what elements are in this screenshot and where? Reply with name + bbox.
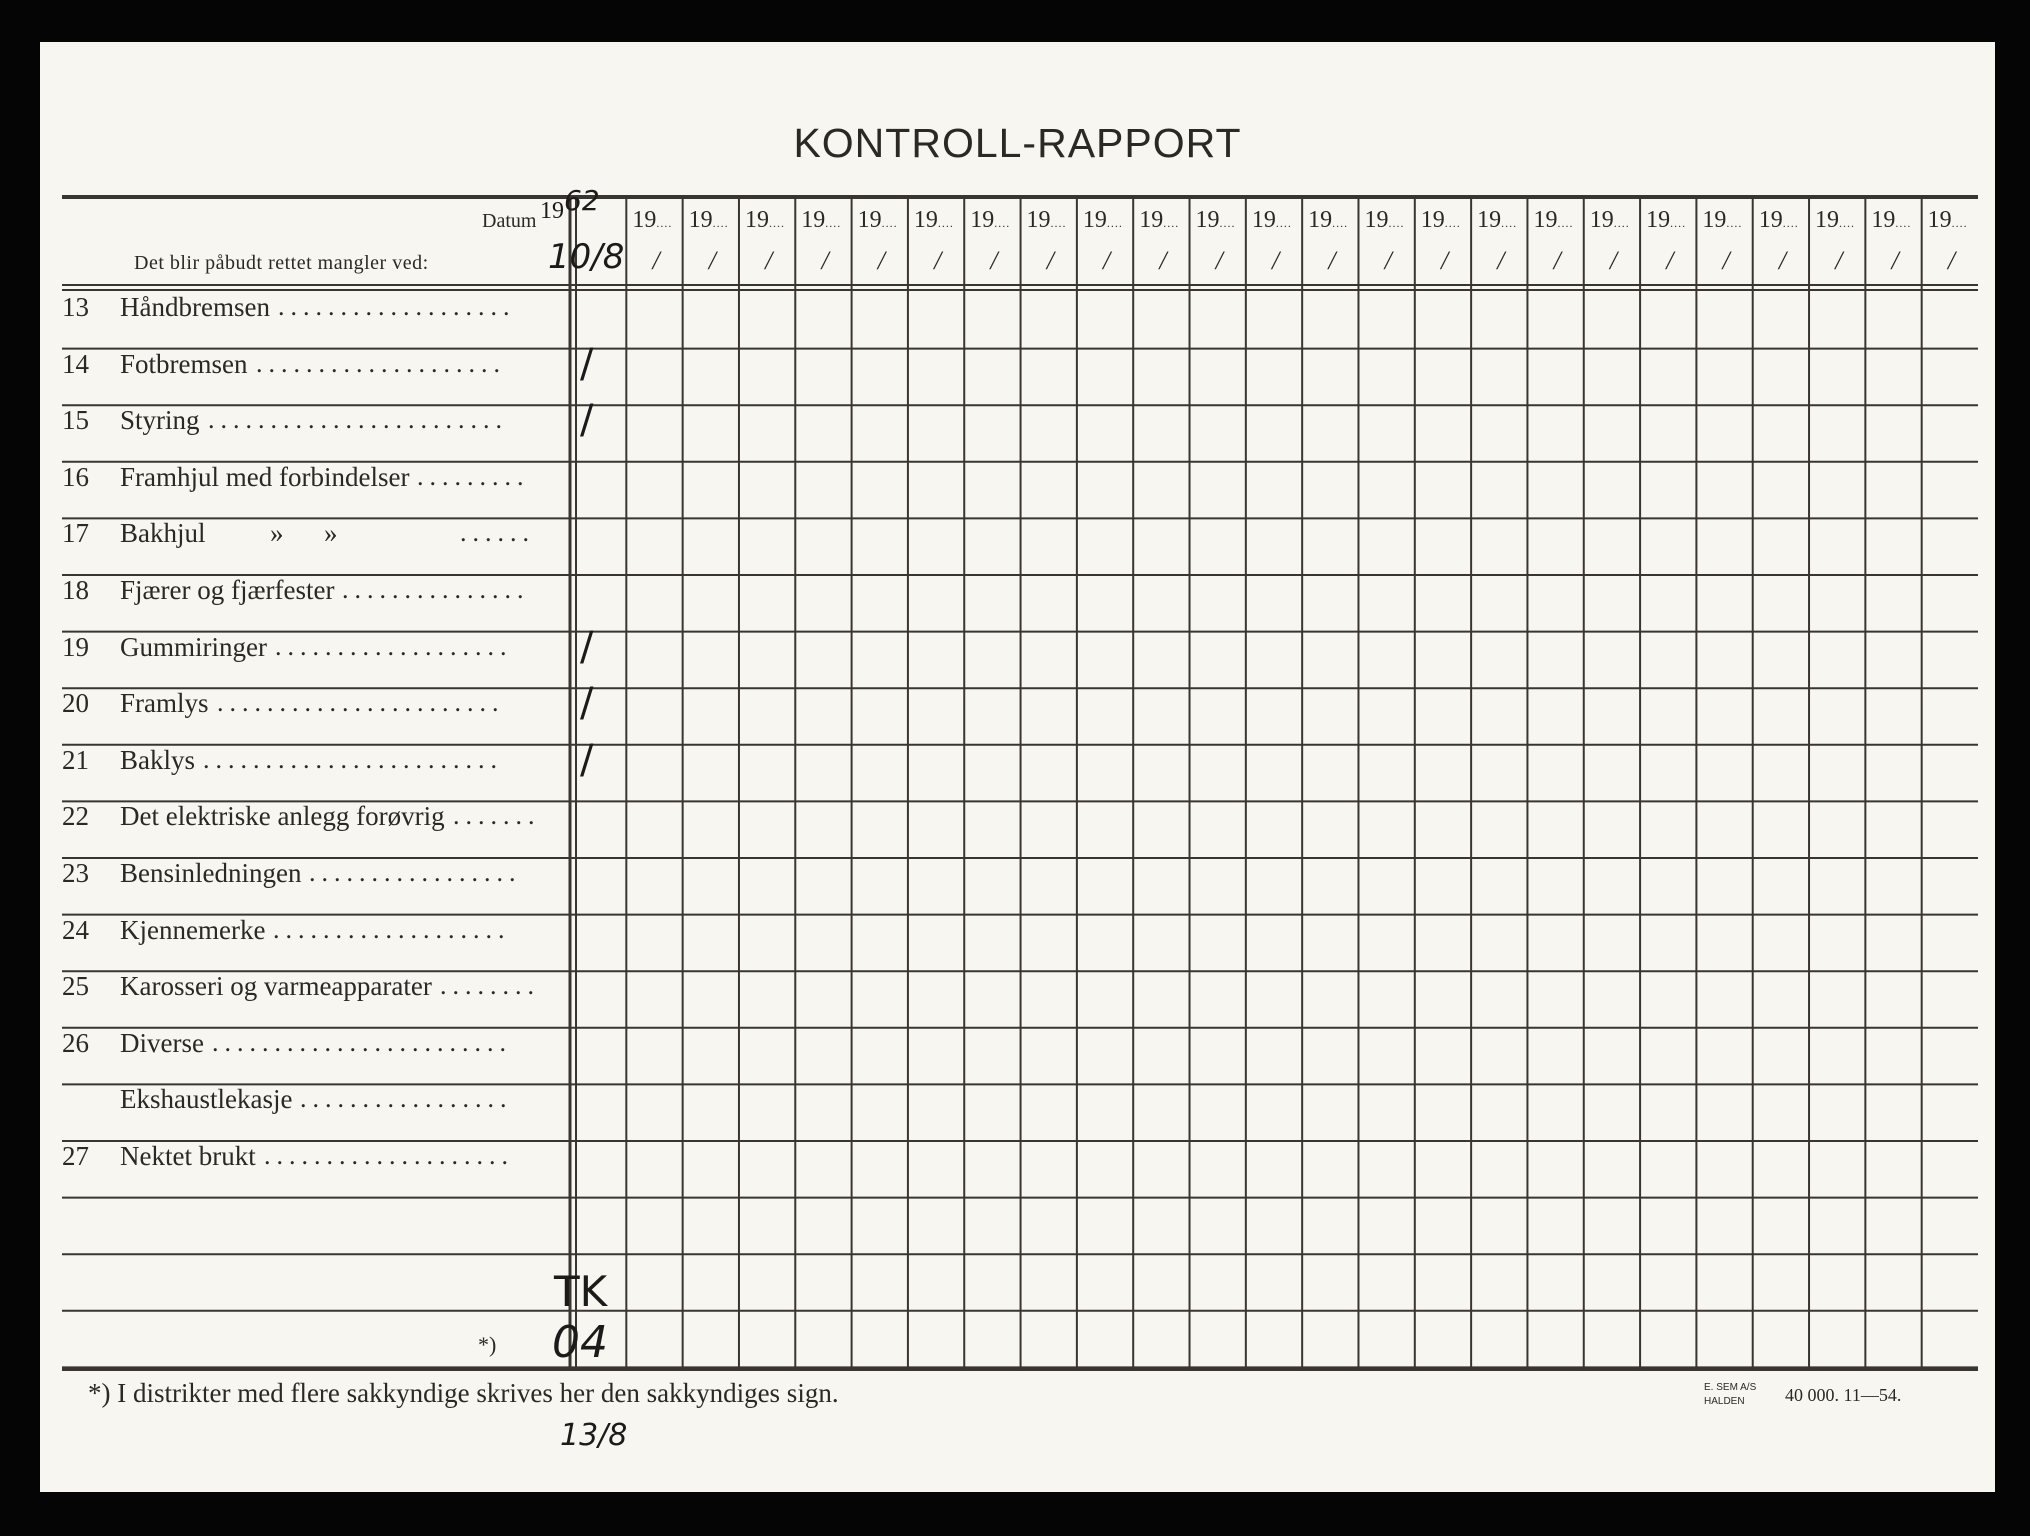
date-separator: /	[1609, 246, 1618, 275]
handwritten-signature-line2: 04	[552, 1317, 608, 1368]
leader-dots: .......................	[217, 688, 505, 718]
check-mark: /	[580, 680, 594, 727]
footnote: *) I distrikter med flere sakkyndige skrives her den sakkyndiges sign.	[88, 1378, 839, 1408]
date-separator: /	[708, 246, 717, 275]
row-number: 23	[62, 858, 89, 888]
check-mark: /	[580, 397, 594, 444]
year-stub: 19....	[1927, 207, 1968, 233]
leader-dots: ...................	[275, 631, 513, 661]
row-number: 17	[62, 518, 89, 549]
check-mark: /	[580, 340, 594, 387]
date-separator: /	[765, 246, 773, 275]
row-number: 21	[62, 744, 89, 775]
form-title: KONTROLL-RAPPORT	[793, 120, 1242, 166]
date-separator: /	[1328, 246, 1336, 275]
handwritten-date: 10/8	[548, 237, 625, 277]
date-separator: /	[1722, 246, 1730, 275]
leader-dots: ...............	[342, 575, 530, 604]
year-stub: 19....	[1195, 207, 1236, 233]
date-separator: /	[1947, 246, 1956, 275]
date-separator: /	[821, 246, 829, 275]
row-number: 25	[62, 971, 89, 1002]
handwritten-below: 13/8	[560, 1418, 628, 1453]
row-label: Diverse	[120, 1027, 204, 1058]
year-stub: 19....	[970, 207, 1011, 233]
row-label: Bensinledningen	[120, 858, 302, 888]
row-label: Baklys	[120, 744, 196, 775]
leader-dots: ...................	[273, 914, 511, 944]
date-separator: /	[1497, 246, 1505, 275]
year-stub: 19....	[688, 207, 729, 233]
leader-dots: ........................	[208, 405, 508, 435]
row-number: 24	[62, 914, 89, 945]
row-number: 15	[62, 405, 89, 436]
year-stub: 19....	[801, 207, 842, 233]
date-separator: /	[877, 246, 885, 275]
row-number: 18	[62, 575, 89, 605]
year-stub: 19....	[1702, 207, 1743, 233]
handwritten-year: 1962	[540, 184, 600, 224]
row-label: Bakhjul	[120, 518, 206, 549]
row-number: 13	[62, 292, 89, 322]
check-mark: /	[580, 736, 594, 783]
year-stub: 19....	[1815, 207, 1856, 233]
row-number: 27	[62, 1141, 89, 1171]
leader-dots: .................	[309, 858, 522, 887]
row-number: 19	[62, 631, 89, 662]
date-separator: /	[1159, 246, 1167, 275]
leader-dots: ........	[440, 971, 540, 1001]
leader-dots: ......	[460, 518, 535, 548]
date-separator: /	[934, 246, 942, 275]
row-label: Fjærer og fjærfester	[120, 575, 335, 605]
year-stub: 19....	[1364, 207, 1405, 233]
row-label: Nektet brukt	[120, 1141, 256, 1171]
year-stub: 19....	[1139, 207, 1180, 233]
signature-marker: *)	[478, 1332, 497, 1357]
row-number: 22	[62, 801, 89, 832]
handwritten-signature-line1: TK	[554, 1267, 608, 1316]
print-info: 40 000. 11—54.	[1785, 1385, 1902, 1405]
date-separator: /	[1384, 246, 1392, 275]
year-stub: 19....	[1758, 207, 1799, 233]
row-label: Ekshaustlekasje	[120, 1084, 293, 1115]
row-label: Gummiringer	[120, 631, 267, 662]
date-separator: /	[1215, 246, 1223, 275]
printer-name: E. SEM A/S	[1704, 1382, 1757, 1393]
printer-place: HALDEN	[1704, 1396, 1745, 1407]
leader-dots: ...................	[278, 292, 516, 321]
year-stub: 19....	[1308, 207, 1349, 233]
row-label: Framlys	[120, 688, 209, 719]
row-label: Håndbremsen	[120, 292, 270, 322]
datum-label: Datum	[482, 210, 537, 232]
date-separator: /	[1103, 246, 1111, 275]
leader-dots: ....................	[264, 1141, 514, 1170]
row-label: Styring	[120, 405, 200, 436]
leader-dots: .........	[417, 461, 530, 491]
leader-dots: ....................	[256, 348, 506, 378]
date-separator: /	[1046, 246, 1054, 275]
year-stub: 19....	[744, 207, 785, 233]
year-stub: 19....	[1477, 207, 1518, 233]
date-separator: /	[1553, 246, 1561, 275]
date-separator: /	[1835, 246, 1843, 275]
date-separator: /	[1666, 246, 1674, 275]
leader-dots: ........................	[212, 1027, 512, 1057]
inspection-card	[40, 42, 1995, 1492]
year-stub: 19....	[857, 207, 898, 233]
year-stub: 19....	[913, 207, 954, 233]
date-separator: /	[990, 246, 998, 275]
year-stub: 19....	[1646, 207, 1687, 233]
row-number: 26	[62, 1027, 89, 1058]
row-number: 16	[62, 461, 89, 492]
row-number: 20	[62, 688, 89, 719]
date-separator: /	[1272, 246, 1280, 275]
year-stub: 19....	[1251, 207, 1292, 233]
row-label: Kjennemerke	[120, 914, 266, 945]
row-label: Karosseri og varmeapparater	[120, 971, 432, 1002]
row-label: Fotbremsen	[120, 348, 248, 379]
year-stub: 19....	[632, 207, 673, 233]
year-stub: 19....	[1420, 207, 1461, 233]
year-stub: 19....	[1533, 207, 1574, 233]
date-separator: /	[1891, 246, 1899, 275]
subheader-label: Det blir påbudt rettet mangler ved:	[134, 252, 429, 274]
ditto-marks: » »	[270, 518, 338, 549]
year-stub: 19....	[1026, 207, 1067, 233]
year-stub: 19....	[1871, 207, 1912, 233]
date-separator: /	[1440, 246, 1449, 275]
row-label: Framhjul med forbindelser	[120, 461, 410, 492]
leader-dots: .................	[300, 1084, 513, 1114]
leader-dots: ........................	[203, 744, 503, 774]
date-separator: /	[1778, 246, 1787, 275]
year-stub: 19....	[1082, 207, 1123, 233]
date-separator: /	[652, 246, 660, 275]
row-label: Det elektriske anlegg forøvrig	[120, 801, 445, 832]
leader-dots: .......	[453, 801, 541, 831]
row-number: 14	[62, 348, 89, 379]
year-stub: 19....	[1589, 207, 1630, 233]
check-mark: /	[580, 623, 594, 670]
